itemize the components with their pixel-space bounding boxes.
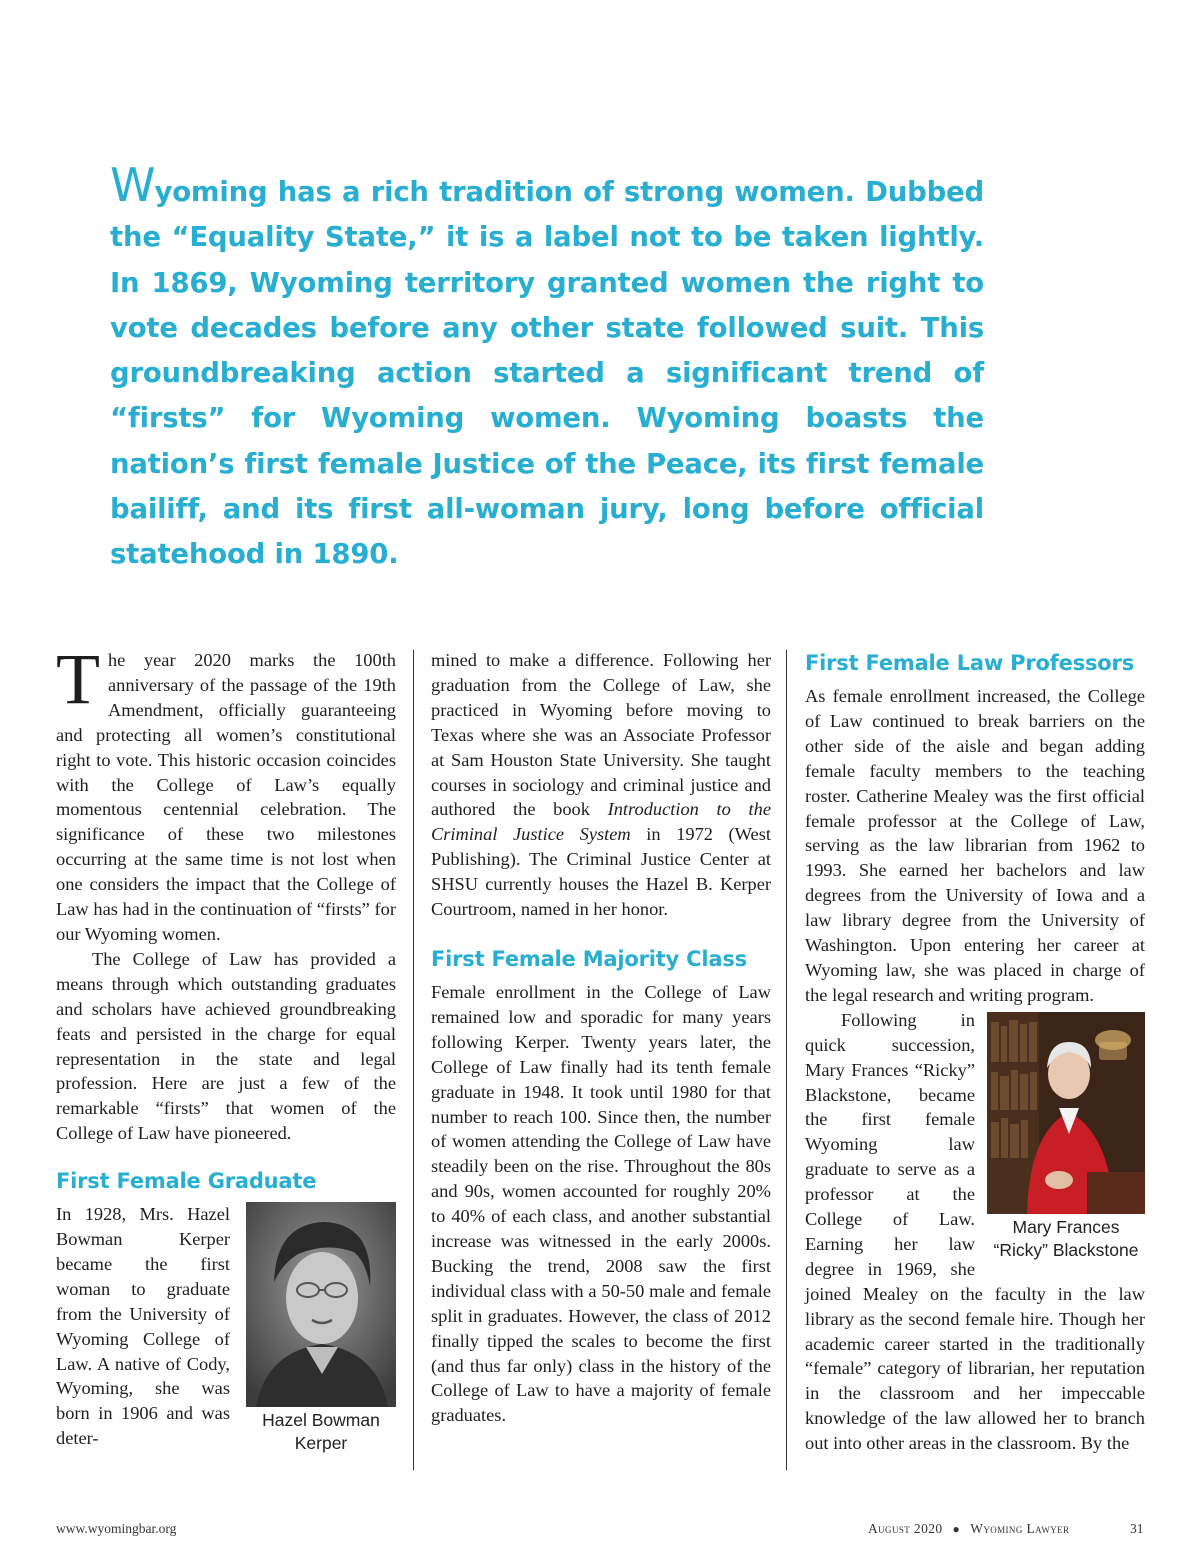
column3-paragraph-2: Following in quick succession, Mary Frances “Ricky” Blackstone, became the first female Wyoming law graduate to serve as a professor at the College of Law. Earning her law degree in 1969, she joined Mealey on the faculty in the law library as the second female hire. Though her academic career started in the traditionally “female” category of librarian, her reputation in the classroom and her impeccable knowledge of the law allowed her to branch out into other areas in the classroom. By the bbox=[805, 1009, 1145, 1454]
intro-drop-letter: W bbox=[110, 158, 155, 212]
book-title: Introduction to the Criminal Justice System bbox=[431, 799, 771, 845]
column2-paragraph-2: Female enrollment in the College of Law remained low and sporadic for many years following Kerper. Twenty years later, the College of Law finally had its tenth female graduate in 1948. It took until 1980 for that number to reach 100. Since then, the number of women attending the College of Law have steadily been on the rise. Throughout the 80s and 90s, women accounted for roughly 20% to 40% of each class, and another substantial increase was witnessed in the early 2000s. Bucking the trend, 2008 saw the first individual class with a 50-50 male and female split in graduates. However, the class of 2012 finally tipped the scales to become the first (and thus far only) class in the history of the College of Law to have a majority of female graduates. bbox=[431, 981, 771, 1426]
article-column-1 bbox=[56, 639, 396, 1455]
footer-url: www.wyomingbar.org bbox=[56, 1521, 177, 1536]
bullet-icon: ● bbox=[952, 1522, 961, 1536]
heading-first-female-graduate: First Female Graduate bbox=[56, 1169, 317, 1194]
intro-paragraph bbox=[110, 158, 984, 578]
footer-issue: August 2020 ● Wyoming Lawyer bbox=[868, 1521, 1070, 1536]
column1-paragraph-3: In 1928, Mrs. Hazel Bowman Kerper became the first woman to graduate from the University of Wyoming College of Law. A native of Cody, Wyoming, she was born in 1906 and was deter- bbox=[56, 1204, 230, 1449]
portrait-photo-blackstone bbox=[987, 1012, 1145, 1214]
column-divider-1 bbox=[413, 650, 414, 1470]
article-column-3 bbox=[805, 648, 1145, 1456]
column1-paragraph-2: The College of Law has provided a means through which outstanding graduates and scholars have achieved groundbreaking feats and persisted in the charge for equal representation in the state and legal profession. Here are just a few of the remarkable “firsts” that women of the College of Law have pioneered. bbox=[56, 948, 396, 1144]
article-column-2 bbox=[431, 648, 771, 1428]
caption-blackstone: Mary Frances “Ricky” Blackstone bbox=[993, 1216, 1139, 1260]
heading-first-female-law-professors: First Female Law Professors bbox=[805, 651, 1134, 675]
portrait-photo-kerper bbox=[246, 1202, 396, 1407]
column3-paragraph-1: As female enrollment increased, the College of Law continued to break barriers on the other side of the aisle and began adding female faculty members to the teaching roster. Catherine Mealey was the first official female professor at the College of Law, serving as the law librarian from 1962 to 1993. She earned her bachelors and law degrees from the University of Iowa and a law library degree from the University of Washington. Upon entering her career at Wyoming law, she was placed in charge of the legal research and writing program. bbox=[805, 686, 1145, 1005]
intro-text: yoming has a rich tradition of strong women. Dubbed the “Equality State,” it is a label not to be taken lightly. In 1869, Wyoming territory granted women the right to vote decades before any other state followed suit. This groundbreaking action started a significant trend of “firsts” for Wyoming women. Wyoming boasts the nation’s first female Justice of the Peace, its first female bailiff, and its first all-woman jury, long before official statehood in 1890. bbox=[110, 176, 984, 571]
caption-kerper: Hazel Bowman Kerper bbox=[262, 1410, 380, 1454]
heading-first-female-majority-class: First Female Majority Class bbox=[431, 946, 747, 971]
photo-hazel-kerper bbox=[246, 1202, 396, 1455]
article-drop-cap: T bbox=[56, 639, 100, 719]
column1-paragraph-1: The year 2020 marks the 100th anniversary of the passage of the 19th Amendment, officially guaranteeing and protecting all women’s constitutional right to vote. This historic occasion coincides with the College of Law’s equally momentous centennial celebration. The significance of these two milestones occurring at the same time is not lost when one considers the impact that the College of Law has had in the continuation of “firsts” for our Wyoming women. bbox=[56, 639, 396, 944]
page-number: 31 bbox=[1130, 1521, 1144, 1536]
photo-ricky-blackstone bbox=[987, 1012, 1145, 1262]
column-divider-2 bbox=[786, 650, 787, 1470]
column2-paragraph-1: mined to make a difference. Following her graduation from the College of Law, she practiced in Wyoming before moving to Texas where she was an Associate Professor at Sam Houston State University. She taught courses in sociology and criminal justice and authored the book Introduction to the Criminal Justice System in 1972 (West Publishing). The Criminal Justice Center at SHSU currently houses the Hazel B. Kerper Courtroom, named in her honor. bbox=[431, 650, 771, 920]
